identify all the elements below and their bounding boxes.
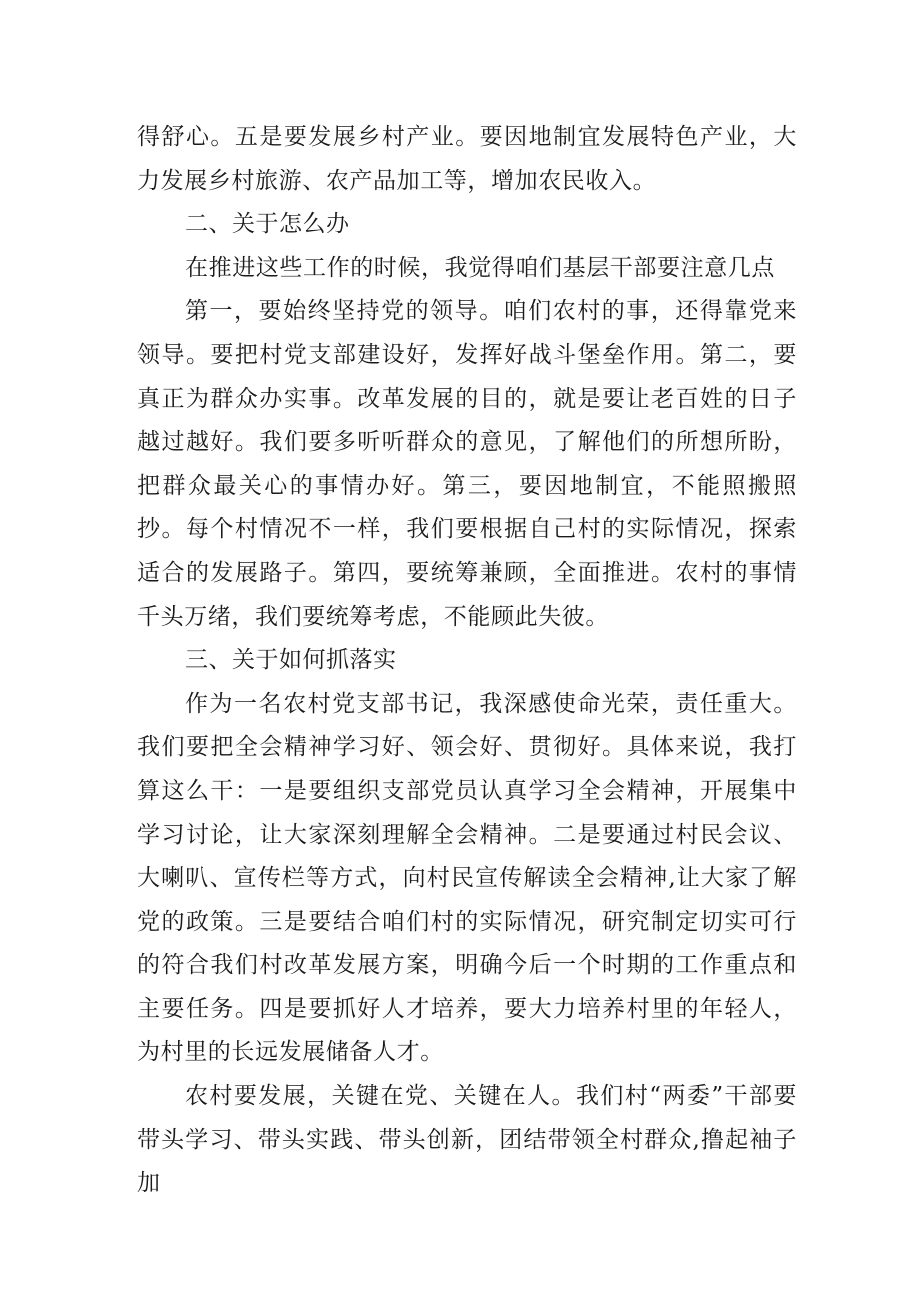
paragraph-continuation: 得舒心。五是要发展乡村产业。要因地制宜发展特色产业，大力发展乡村旅游、农产品加工等，增加农民收入。 <box>137 124 797 194</box>
paragraph-closing: 农村要发展，关键在党、关键在人。我们村“两委”干部要带头学习、带头实践、带头创新，团结带领全村群众,撸起袖子加 <box>137 1083 797 1197</box>
paragraph-intro-points: 在推进这些工作的时候，我觉得咱们基层干部要注意几点 <box>185 254 775 281</box>
section-heading-implementation: 三、关于如何抓落实 <box>185 647 397 674</box>
document-body <box>137 116 797 1206</box>
paragraph-points-list: 第一，要始终坚持党的领导。咱们农村的事，还得靠党来领导。要把村党支部建设好，发挥好战斗堡垒作用。第二，要真正为群众办实事。改革发展的目的，就是要让老百姓的日子越过越好。我们要多听听群众的意见，了解他们的所想所盼，把群众最关心的事情办好。第三，要因地制宜，不能照搬照抄。每个村情况不一样，我们要根据自己村的实际情况，探索适合的发展路子。第四，要统筹兼顾，全面推进。农村的事情千头万绪，我们要统筹考虑，不能顾此失彼。 <box>137 298 797 630</box>
section-heading-how-to: 二、关于怎么办 <box>185 211 350 238</box>
paragraph-implementation-plan: 作为一名农村党支部书记，我深感使命光荣，责任重大。我们要把全会精神学习好、领会好、贯彻好。具体来说，我打算这么干：一是要组织支部党员认真学习全会精神，开展集中学习讨论，让大家深刻理解全会精神。二是要通过村民会议、大喇叭、宣传栏等方式，向村民宣传解读全会精神,让大家了解党的政策。三是要结合咱们村的实际情况，研究制定切实可行的符合我们村改革发展方案，明确今后一个时期的工作重点和主要任务。四是要抓好人才培养，要大力培养村里的年轻人，为村里的长远发展储备人才。 <box>137 690 797 1066</box>
